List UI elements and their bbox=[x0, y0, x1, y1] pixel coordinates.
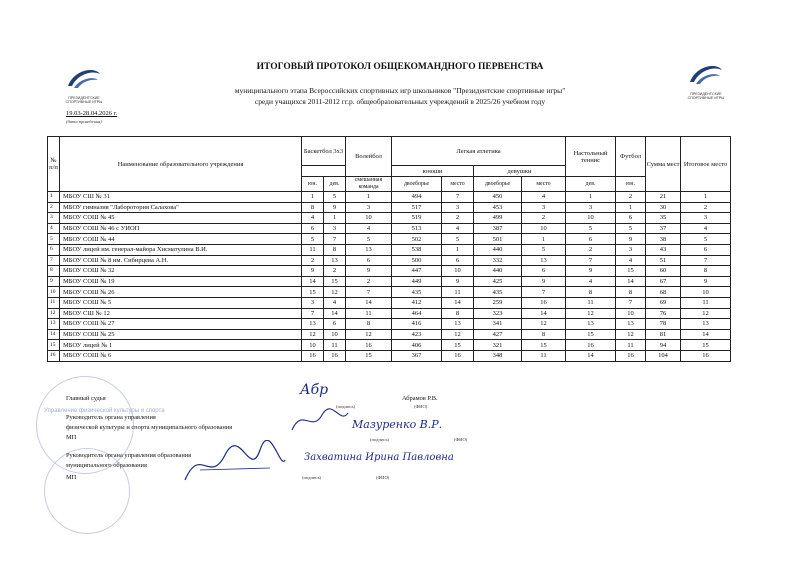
school-name: МБОУ СОШ № 6 bbox=[60, 350, 302, 361]
subheader-boys-score: двоеборье bbox=[392, 177, 442, 192]
result-cell: 15 bbox=[324, 276, 346, 287]
official-stamp-2 bbox=[44, 448, 130, 534]
row-number: 6 bbox=[48, 244, 60, 255]
result-cell: 12 bbox=[442, 329, 474, 340]
result-cell: 11 bbox=[681, 297, 731, 308]
result-cell: 14 bbox=[302, 276, 324, 287]
result-cell: 416 bbox=[392, 319, 442, 330]
result-cell: 4 bbox=[681, 223, 731, 234]
result-cell: 10 bbox=[616, 308, 646, 319]
result-cell: 16 bbox=[324, 350, 346, 361]
header-athletics: Легкая атлетика bbox=[392, 137, 566, 166]
result-cell: 435 bbox=[474, 287, 522, 298]
org2-mp-label: МП bbox=[66, 474, 77, 481]
page-title: ИТОГОВЫЙ ПРОТОКОЛ ОБЩЕКОМАНДНОГО ПЕРВЕНСТВА bbox=[256, 62, 544, 72]
result-cell: 387 bbox=[474, 223, 522, 234]
result-cell: 7 bbox=[346, 287, 392, 298]
row-number: 4 bbox=[48, 223, 60, 234]
result-cell: 67 bbox=[646, 276, 681, 287]
result-cell: 412 bbox=[392, 297, 442, 308]
row-number: 5 bbox=[48, 234, 60, 245]
result-cell: 464 bbox=[392, 308, 442, 319]
header-num: № п/п bbox=[48, 137, 60, 192]
table-row bbox=[48, 266, 731, 277]
result-cell: 7 bbox=[616, 297, 646, 308]
result-cell: 76 bbox=[646, 308, 681, 319]
org2-handwritten-name: Захватина Ирина Павловна bbox=[304, 452, 454, 463]
result-cell: 427 bbox=[474, 329, 522, 340]
result-cell: 16 bbox=[442, 350, 474, 361]
result-cell: 1 bbox=[302, 192, 324, 203]
result-cell: 14 bbox=[324, 308, 346, 319]
result-cell: 10 bbox=[522, 223, 566, 234]
header-volleyball: Волейбол bbox=[346, 137, 392, 177]
logo-right-caption: ПРЕЗИДЕНТСКИЕ СПОРТИВНЫЕ ИГРЫ bbox=[687, 92, 725, 101]
result-cell: 15 bbox=[616, 266, 646, 277]
result-cell: 453 bbox=[474, 202, 522, 213]
result-cell: 348 bbox=[474, 350, 522, 361]
result-cell: 10 bbox=[302, 340, 324, 351]
row-number: 15 bbox=[48, 340, 60, 351]
result-cell: 3 bbox=[324, 223, 346, 234]
result-cell: 11 bbox=[616, 340, 646, 351]
result-cell: 2 bbox=[566, 244, 616, 255]
result-cell: 14 bbox=[616, 276, 646, 287]
result-cell: 11 bbox=[324, 340, 346, 351]
result-cell: 11 bbox=[346, 308, 392, 319]
school-name: МБОУ СОШ № 8 им. Сибирцева А.Н. bbox=[60, 255, 302, 266]
result-cell: 2 bbox=[681, 202, 731, 213]
logo-left-caption: ПРЕЗИДЕНТСКИЕ СПОРТИВНЫЕ ИГРЫ bbox=[65, 96, 103, 105]
result-cell: 13 bbox=[324, 255, 346, 266]
result-cell: 69 bbox=[646, 297, 681, 308]
school-name: МБОУ СОШ № 45 bbox=[60, 213, 302, 224]
subheader-football-yun: юн. bbox=[616, 177, 646, 192]
row-number: 8 bbox=[48, 266, 60, 277]
table-row bbox=[48, 297, 731, 308]
header-final: Итоговое место bbox=[681, 137, 731, 192]
result-cell: 1 bbox=[681, 192, 731, 203]
result-cell: 10 bbox=[324, 329, 346, 340]
row-number: 14 bbox=[48, 329, 60, 340]
subheader-girls-place: место bbox=[522, 177, 566, 192]
result-cell: 13 bbox=[302, 319, 324, 330]
result-cell: 12 bbox=[681, 308, 731, 319]
header-boys: юноши bbox=[392, 166, 474, 177]
event-dates: 19.03-28.04.2026 г. bbox=[66, 110, 118, 117]
judge-name: Абрамов Р.В. bbox=[402, 395, 438, 402]
result-cell: 12 bbox=[346, 329, 392, 340]
header-football: Футбол bbox=[616, 137, 646, 177]
school-name: МБОУ СОШ № 32 bbox=[60, 266, 302, 277]
result-cell: 14 bbox=[681, 329, 731, 340]
result-cell: 13 bbox=[522, 255, 566, 266]
result-cell: 450 bbox=[474, 192, 522, 203]
result-cell: 8 bbox=[302, 202, 324, 213]
result-cell: 16 bbox=[302, 350, 324, 361]
result-cell: 3 bbox=[442, 202, 474, 213]
result-cell: 332 bbox=[474, 255, 522, 266]
result-cell: 1 bbox=[346, 192, 392, 203]
result-cell: 494 bbox=[392, 192, 442, 203]
result-cell: 406 bbox=[392, 340, 442, 351]
result-cell: 6 bbox=[566, 234, 616, 245]
org1-label-line-2: физической культуры и спорта муниципального образования bbox=[66, 424, 233, 431]
result-cell: 519 bbox=[392, 213, 442, 224]
result-cell: 15 bbox=[346, 350, 392, 361]
school-name: МБОУ СОШ № 26 bbox=[60, 287, 302, 298]
result-cell: 9 bbox=[522, 276, 566, 287]
result-cell: 12 bbox=[324, 287, 346, 298]
result-cell: 7 bbox=[522, 287, 566, 298]
result-cell: 60 bbox=[646, 266, 681, 277]
result-cell: 9 bbox=[442, 276, 474, 287]
school-name: МБОУ СОШ № 19 bbox=[60, 276, 302, 287]
signature-scribble-2-icon bbox=[290, 405, 350, 435]
subtitle-line-2: среди учащихся 2011-2012 гг.р. общеобразовательных учреждений в 2025/26 учебном году bbox=[254, 97, 546, 106]
row-number: 9 bbox=[48, 276, 60, 287]
result-cell: 8 bbox=[346, 319, 392, 330]
org2-label-line-1: Руководитель органа управления образования bbox=[66, 452, 192, 459]
result-cell: 3 bbox=[566, 202, 616, 213]
subheader-tt-dev: дев. bbox=[566, 177, 616, 192]
org1-sign-note: (подпись) bbox=[370, 437, 390, 442]
result-cell: 15 bbox=[442, 340, 474, 351]
result-cell: 9 bbox=[616, 234, 646, 245]
row-number: 13 bbox=[48, 319, 60, 330]
org1-fio-note: (ФИО) bbox=[454, 437, 468, 442]
result-cell: 8 bbox=[522, 329, 566, 340]
result-cell: 15 bbox=[302, 287, 324, 298]
result-cell: 8 bbox=[681, 266, 731, 277]
result-cell: 501 bbox=[474, 234, 522, 245]
result-cell: 425 bbox=[474, 276, 522, 287]
result-cell: 517 bbox=[392, 202, 442, 213]
result-cell: 35 bbox=[646, 213, 681, 224]
result-cell: 78 bbox=[646, 319, 681, 330]
result-cell: 4 bbox=[346, 223, 392, 234]
school-name: МБОУ СОШ № 5 bbox=[60, 297, 302, 308]
table-row bbox=[48, 192, 731, 203]
result-cell: 16 bbox=[616, 350, 646, 361]
result-cell: 5 bbox=[442, 234, 474, 245]
result-cell: 321 bbox=[474, 340, 522, 351]
result-cell: 5 bbox=[346, 234, 392, 245]
school-name: МБОУ СОШ № 46 с УИОП bbox=[60, 223, 302, 234]
result-cell: 6 bbox=[442, 255, 474, 266]
result-cell: 9 bbox=[681, 276, 731, 287]
result-cell: 5 bbox=[324, 192, 346, 203]
result-cell: 6 bbox=[324, 319, 346, 330]
result-cell: 8 bbox=[324, 244, 346, 255]
result-cell: 37 bbox=[646, 223, 681, 234]
table-row bbox=[48, 234, 731, 245]
subheader-girls-score: двоеборье bbox=[474, 177, 522, 192]
result-cell: 449 bbox=[392, 276, 442, 287]
result-cell: 6 bbox=[346, 255, 392, 266]
result-cell: 423 bbox=[392, 329, 442, 340]
result-cell: 12 bbox=[566, 308, 616, 319]
result-cell: 3 bbox=[522, 202, 566, 213]
result-cell: 3 bbox=[302, 297, 324, 308]
result-cell: 12 bbox=[616, 329, 646, 340]
subheader-basket-yun: юн. bbox=[302, 177, 324, 192]
header-sum: Сумма мест bbox=[646, 137, 681, 192]
row-number: 2 bbox=[48, 202, 60, 213]
result-cell: 2 bbox=[522, 213, 566, 224]
result-cell: 1 bbox=[616, 202, 646, 213]
result-cell: 447 bbox=[392, 266, 442, 277]
header-tabletennis: Настольный теннис bbox=[566, 137, 616, 177]
result-cell: 68 bbox=[646, 287, 681, 298]
table-row bbox=[48, 255, 731, 266]
org2-fio-note: (ФИО) bbox=[376, 475, 390, 480]
result-cell: 4 bbox=[566, 276, 616, 287]
result-cell: 14 bbox=[346, 297, 392, 308]
result-cell: 10 bbox=[346, 213, 392, 224]
result-cell: 13 bbox=[566, 319, 616, 330]
result-cell: 12 bbox=[302, 329, 324, 340]
result-cell: 4 bbox=[616, 255, 646, 266]
event-dates-note: (дата проведения) bbox=[66, 119, 102, 124]
result-cell: 8 bbox=[442, 308, 474, 319]
result-cell: 2 bbox=[324, 266, 346, 277]
result-cell: 513 bbox=[392, 223, 442, 234]
result-cell: 3 bbox=[616, 244, 646, 255]
result-cell: 10 bbox=[442, 266, 474, 277]
result-cell: 10 bbox=[681, 287, 731, 298]
result-cell: 3 bbox=[681, 213, 731, 224]
result-cell: 4 bbox=[442, 223, 474, 234]
result-cell: 43 bbox=[646, 244, 681, 255]
result-cell: 13 bbox=[346, 244, 392, 255]
row-number: 7 bbox=[48, 255, 60, 266]
result-cell: 15 bbox=[522, 340, 566, 351]
result-cell: 10 bbox=[566, 213, 616, 224]
result-cell: 11 bbox=[442, 287, 474, 298]
table-row bbox=[48, 287, 731, 298]
table-row bbox=[48, 308, 731, 319]
result-cell: 1 bbox=[566, 192, 616, 203]
judge-sign-note: (подпись) bbox=[336, 404, 356, 409]
result-cell: 4 bbox=[522, 192, 566, 203]
result-cell: 7 bbox=[442, 192, 474, 203]
result-cell: 1 bbox=[522, 234, 566, 245]
row-number: 12 bbox=[48, 308, 60, 319]
result-cell: 9 bbox=[302, 266, 324, 277]
subheader-volley-mixed: смешанная команда bbox=[346, 177, 392, 192]
judge-label: Главный судья bbox=[66, 395, 106, 402]
result-cell: 16 bbox=[681, 350, 731, 361]
judge-signature-scribble: Абр bbox=[300, 382, 329, 398]
school-name: МБОУ гимназия "Лаборотория Салахова" bbox=[60, 202, 302, 213]
result-cell: 16 bbox=[522, 297, 566, 308]
result-cell: 15 bbox=[566, 329, 616, 340]
org2-sign-note: (подпись) bbox=[302, 475, 322, 480]
result-cell: 2 bbox=[442, 213, 474, 224]
result-cell: 11 bbox=[302, 244, 324, 255]
result-cell: 11 bbox=[522, 350, 566, 361]
school-name: МБОУ лицей им. генерал-майора Хисматулина В.И. bbox=[60, 244, 302, 255]
result-cell: 1 bbox=[442, 244, 474, 255]
result-cell: 13 bbox=[442, 319, 474, 330]
result-cell: 7 bbox=[681, 255, 731, 266]
result-cell: 2 bbox=[616, 192, 646, 203]
school-name: МБОУ СОШ № 25 bbox=[60, 329, 302, 340]
result-cell: 14 bbox=[522, 308, 566, 319]
table-row bbox=[48, 340, 731, 351]
result-cell: 15 bbox=[681, 340, 731, 351]
result-cell: 6 bbox=[681, 244, 731, 255]
row-number: 3 bbox=[48, 213, 60, 224]
result-cell: 440 bbox=[474, 266, 522, 277]
table-row bbox=[48, 276, 731, 287]
result-cell: 6 bbox=[616, 213, 646, 224]
result-cell: 38 bbox=[646, 234, 681, 245]
result-cell: 5 bbox=[302, 234, 324, 245]
result-cell: 30 bbox=[646, 202, 681, 213]
school-name: МБОУ СШ № 12 bbox=[60, 308, 302, 319]
table-row bbox=[48, 319, 731, 330]
table-row bbox=[48, 350, 731, 361]
header-basketball: Баскетбол 3х3 bbox=[302, 137, 346, 166]
signature-scribble-icon bbox=[180, 440, 290, 490]
result-cell: 1 bbox=[324, 213, 346, 224]
result-cell: 341 bbox=[474, 319, 522, 330]
result-cell: 538 bbox=[392, 244, 442, 255]
result-cell: 9 bbox=[324, 202, 346, 213]
result-cell: 11 bbox=[566, 297, 616, 308]
result-cell: 259 bbox=[474, 297, 522, 308]
result-cell: 9 bbox=[346, 266, 392, 277]
row-number: 10 bbox=[48, 287, 60, 298]
header-name: Наименование образовательного учреждения bbox=[60, 137, 302, 192]
judge-fio-note: (ФИО) bbox=[414, 404, 428, 409]
school-name: МБОУ СОШ № 27 bbox=[60, 319, 302, 330]
result-cell: 16 bbox=[346, 340, 392, 351]
school-name: МБОУ лицей № 1 bbox=[60, 340, 302, 351]
result-cell: 367 bbox=[392, 350, 442, 361]
result-cell: 104 bbox=[646, 350, 681, 361]
result-cell: 5 bbox=[522, 244, 566, 255]
result-cell: 21 bbox=[646, 192, 681, 203]
result-cell: 7 bbox=[566, 255, 616, 266]
result-cell: 9 bbox=[566, 266, 616, 277]
result-cell: 13 bbox=[616, 319, 646, 330]
result-cell: 16 bbox=[566, 340, 616, 351]
result-cell: 7 bbox=[302, 308, 324, 319]
result-cell: 4 bbox=[324, 297, 346, 308]
table-row bbox=[48, 223, 731, 234]
header-girls: девушки bbox=[474, 166, 566, 177]
result-cell: 6 bbox=[302, 223, 324, 234]
org1-label-line-1: Руководитель органа управления bbox=[66, 414, 156, 421]
result-cell: 502 bbox=[392, 234, 442, 245]
result-cell: 499 bbox=[474, 213, 522, 224]
subheader-basket-dev: дев. bbox=[324, 177, 346, 192]
result-cell: 81 bbox=[646, 329, 681, 340]
result-cell: 4 bbox=[302, 213, 324, 224]
result-cell: 500 bbox=[392, 255, 442, 266]
result-cell: 6 bbox=[522, 266, 566, 277]
subheader-boys-place: место bbox=[442, 177, 474, 192]
stamp-text-1: Управление физической культуры и спорта bbox=[44, 408, 165, 414]
result-cell: 8 bbox=[566, 287, 616, 298]
result-cell: 5 bbox=[681, 234, 731, 245]
result-cell: 14 bbox=[566, 350, 616, 361]
results-table bbox=[47, 136, 731, 362]
row-number: 11 bbox=[48, 297, 60, 308]
result-cell: 13 bbox=[681, 319, 731, 330]
result-cell: 5 bbox=[616, 223, 646, 234]
result-cell: 94 bbox=[646, 340, 681, 351]
row-number: 1 bbox=[48, 192, 60, 203]
table-row bbox=[48, 213, 731, 224]
result-cell: 3 bbox=[346, 202, 392, 213]
result-cell: 7 bbox=[324, 234, 346, 245]
result-cell: 2 bbox=[302, 255, 324, 266]
subtitle-line-1: муниципального этапа Всероссийских спортивных игр школьников "Президентские спортивные игры" bbox=[234, 86, 566, 95]
result-cell: 323 bbox=[474, 308, 522, 319]
result-cell: 5 bbox=[566, 223, 616, 234]
result-cell: 51 bbox=[646, 255, 681, 266]
result-cell: 2 bbox=[346, 276, 392, 287]
org2-label-line-2: муниципального образования bbox=[66, 462, 147, 469]
org1-mp-label: МП bbox=[66, 434, 77, 441]
table-row bbox=[48, 202, 731, 213]
school-name: МБОУ СОШ № 44 bbox=[60, 234, 302, 245]
school-name: МБОУ СШ № 31 bbox=[60, 192, 302, 203]
result-cell: 440 bbox=[474, 244, 522, 255]
result-cell: 8 bbox=[616, 287, 646, 298]
table-row bbox=[48, 244, 731, 255]
result-cell: 435 bbox=[392, 287, 442, 298]
result-cell: 14 bbox=[442, 297, 474, 308]
org1-handwritten-name: Мазуренко В.Р. bbox=[352, 418, 443, 431]
table-row bbox=[48, 329, 731, 340]
result-cell: 12 bbox=[522, 319, 566, 330]
row-number: 16 bbox=[48, 350, 60, 361]
